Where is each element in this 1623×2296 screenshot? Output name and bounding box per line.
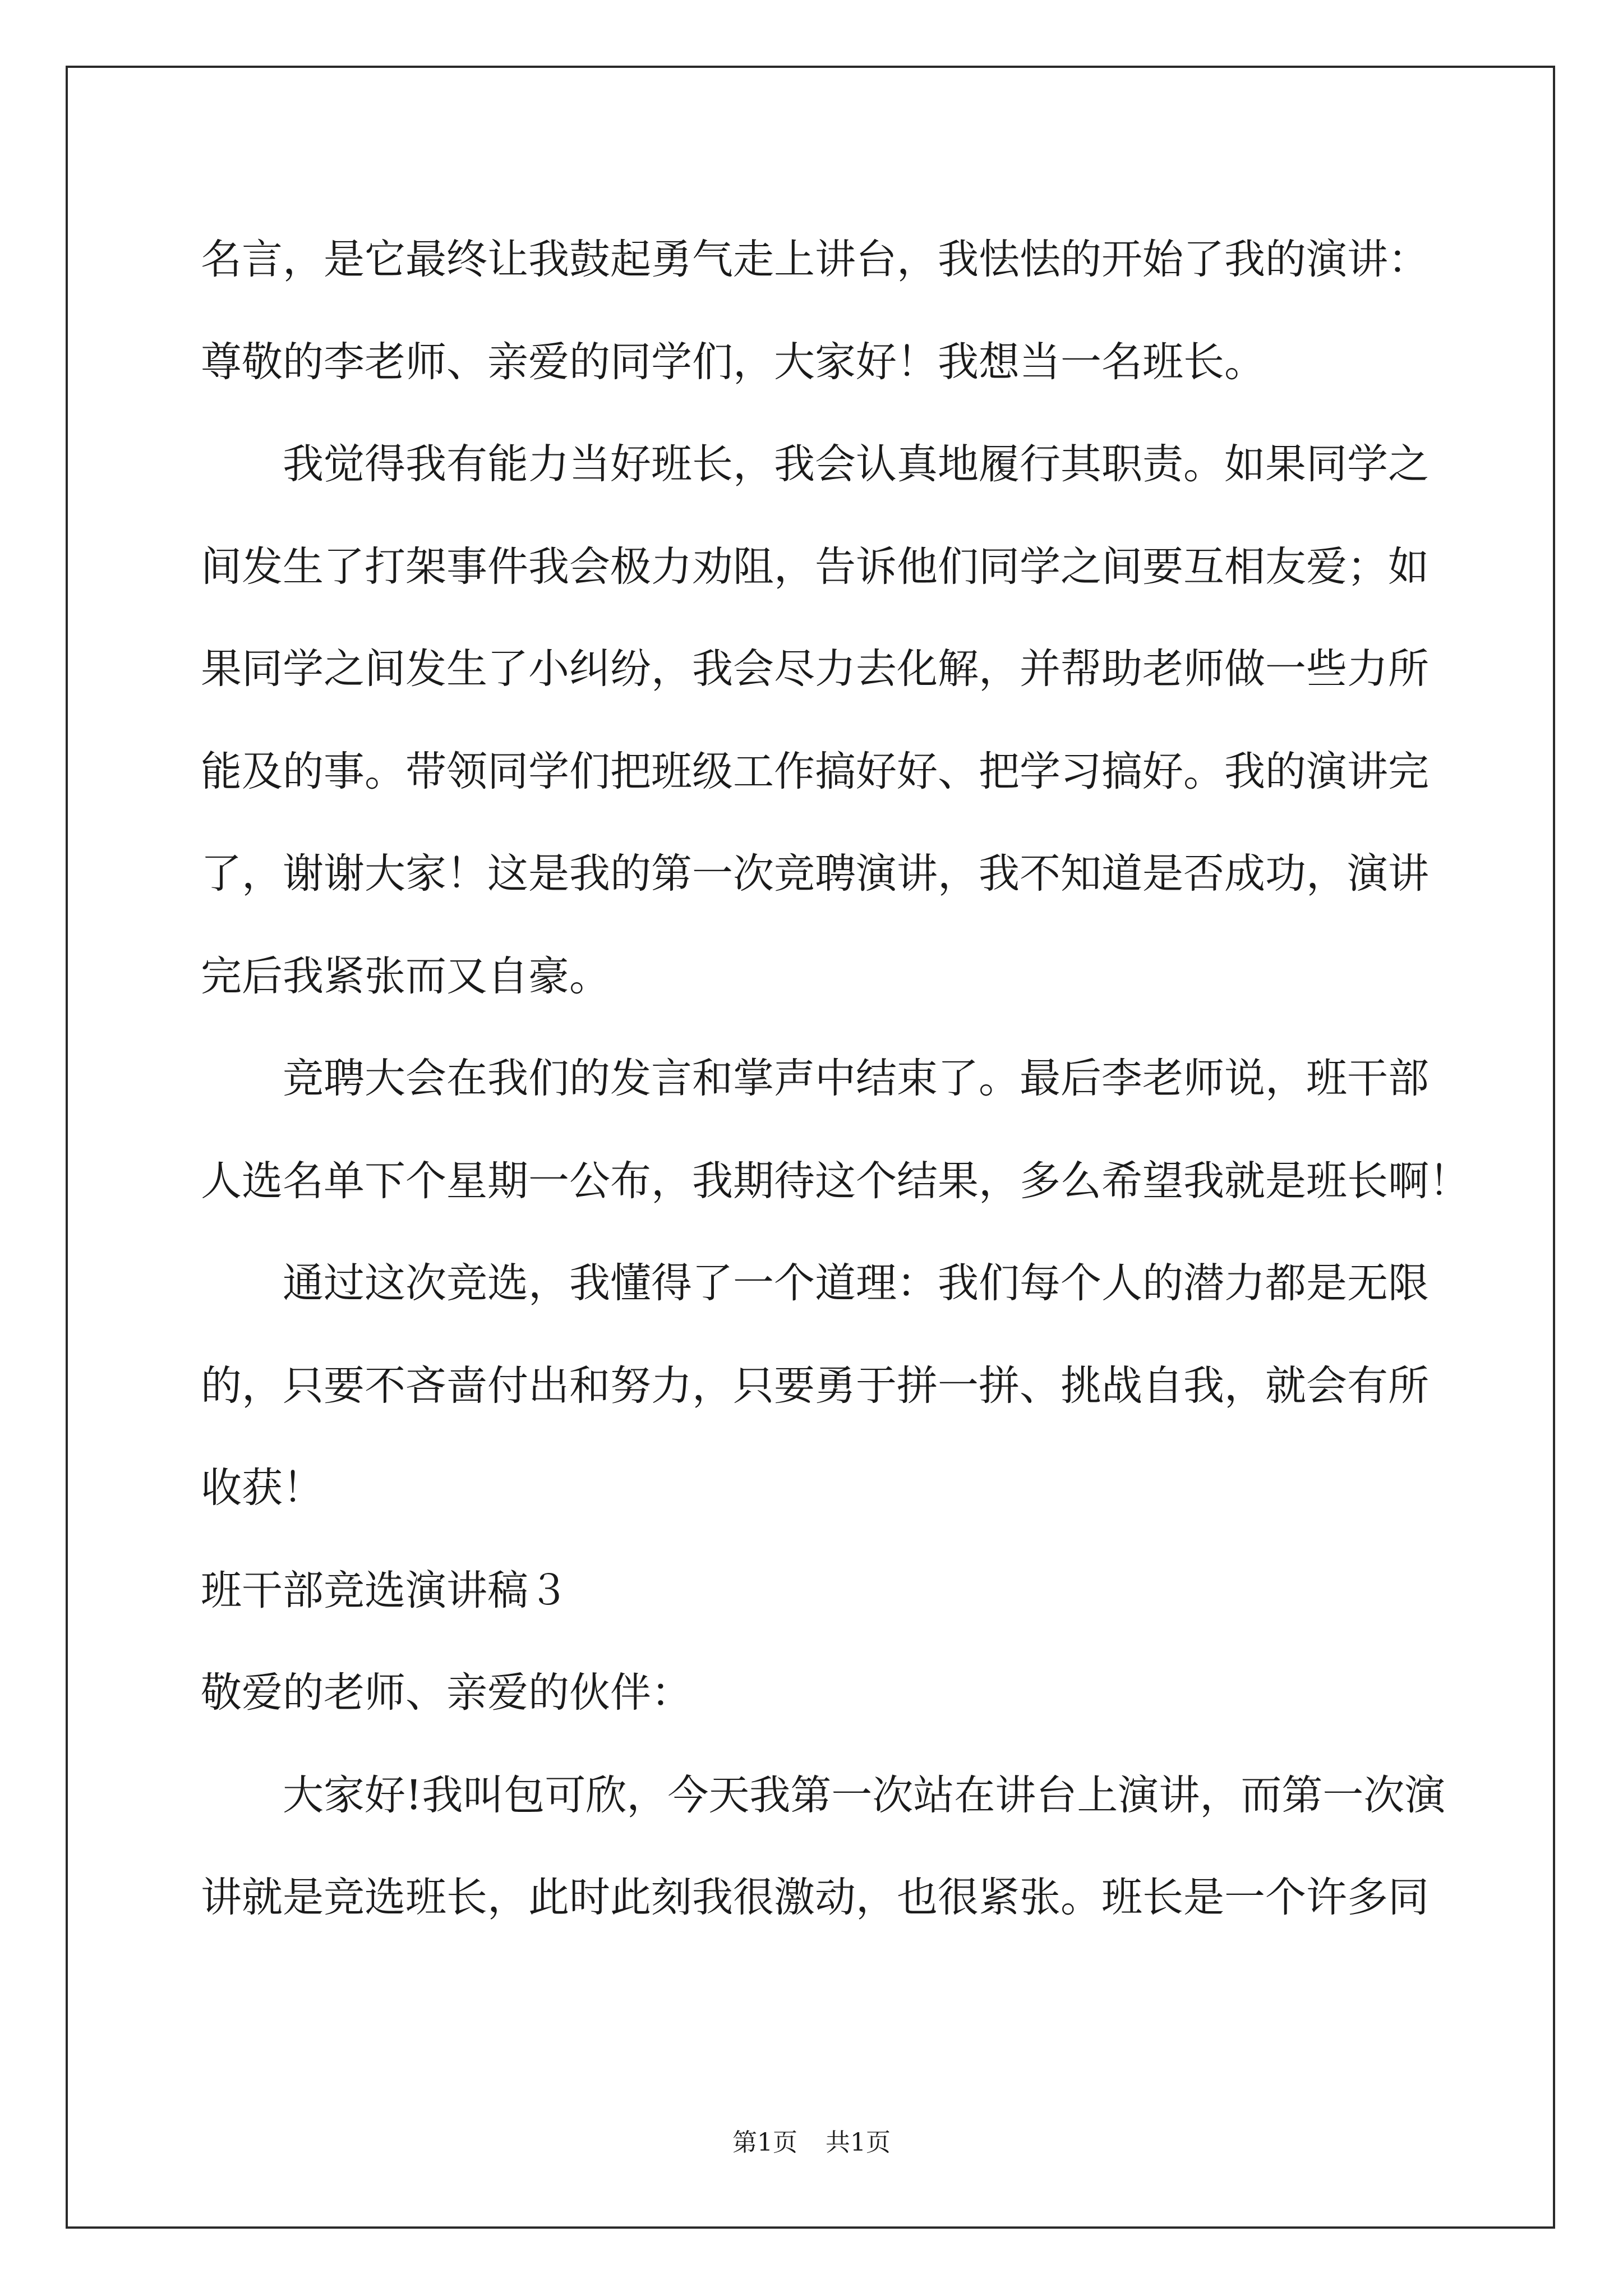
- page-footer: [0, 2126, 1623, 2160]
- text-line: 尊敬的李老师、亲爱的同学们，大家好！我想当一名班长。: [201, 338, 1265, 386]
- text-line: 人选名单下个星期一公布，我期待这个结果，多么希望我就是班长啊！: [201, 1157, 1470, 1205]
- page-number-total: 共1页: [826, 2128, 891, 2157]
- document-body: [201, 209, 1470, 1949]
- text-line: 通过这次竞选，我懂得了一个道理：我们每个人的潜力都是无限: [201, 1259, 1429, 1307]
- page-number-current: 第1页: [732, 2128, 797, 2157]
- salutation: 敬爱的老师、亲爱的伙伴：: [201, 1669, 692, 1717]
- text-line: 了，谢谢大家！这是我的第一次竞聘演讲，我不知道是否成功，演讲: [201, 850, 1429, 898]
- text-line: 的，只要不吝啬付出和努力，只要勇于拼一拼、挑战自我，就会有所: [201, 1361, 1429, 1410]
- text-line: 大家好!我叫包可欣，今天我第一次站在讲台上演讲，而第一次演: [201, 1771, 1446, 1819]
- text-line: 竞聘大会在我们的发言和掌声中结束了。最后李老师说，班干部: [201, 1055, 1429, 1102]
- text-line: 能及的事。带领同学们把班级工作搞好好、把学习搞好。我的演讲完: [201, 747, 1429, 795]
- text-line: 收获！: [201, 1464, 324, 1512]
- text-line: 果同学之间发生了小纠纷，我会尽力去化解，并帮助老师做一些力所: [201, 645, 1429, 693]
- text-line: 讲就是竞选班长，此时此刻我很激动，也很紧张。班长是一个许多同: [201, 1874, 1429, 1921]
- text-line: 名言，是它最终让我鼓起勇气走上讲台，我怯怯的开始了我的演讲：: [201, 236, 1429, 283]
- section-heading: 班干部竞选演讲稿３: [201, 1566, 569, 1614]
- text-line: 完后我紧张而又自豪。: [201, 952, 610, 1000]
- text-line: 我觉得我有能力当好班长，我会认真地履行其职责。如果同学之: [201, 440, 1429, 488]
- text-line: 间发生了打架事件我会极力劝阻，告诉他们同学之间要互相友爱；如: [201, 542, 1429, 591]
